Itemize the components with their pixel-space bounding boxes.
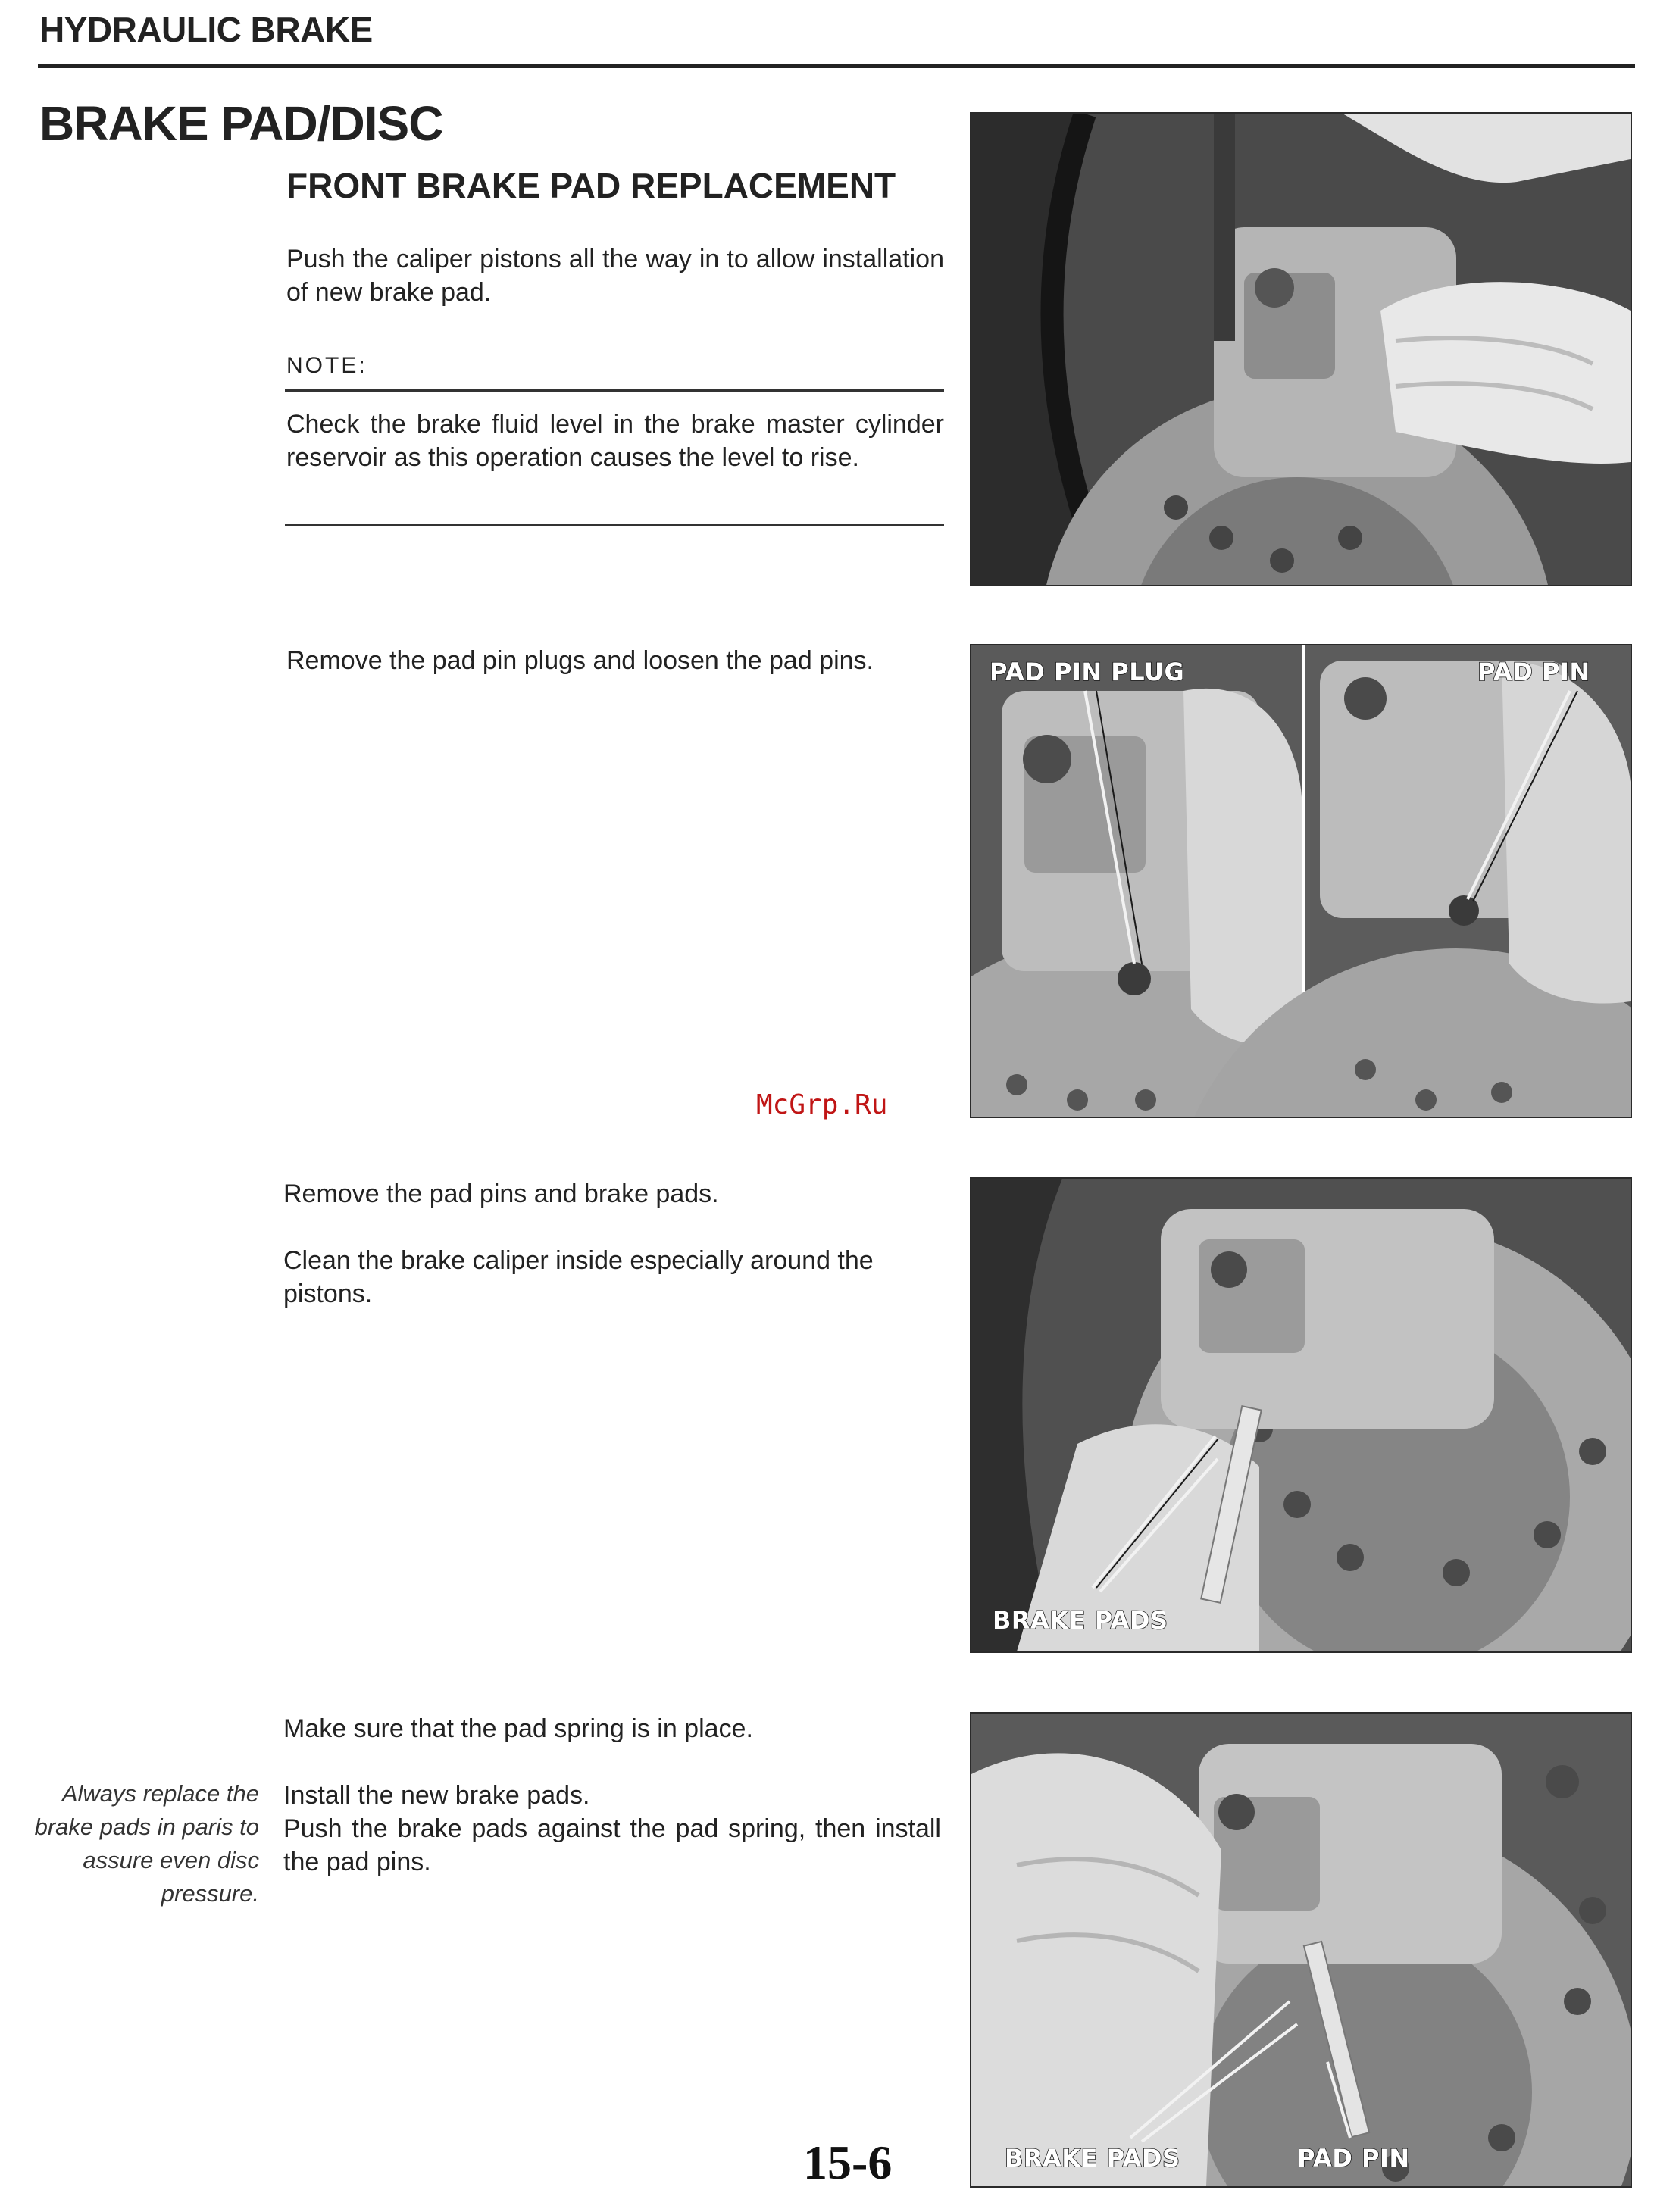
page-number: 15-6 (803, 2135, 893, 2189)
side-note: Always replace the brake pads in paris to assure even disc pressure. (34, 1780, 259, 1907)
photo-install-pads (970, 1712, 1632, 2188)
step-4-text-c: Push the brake pads against the pad spring, then install the pad pins. (283, 1814, 941, 1876)
note-bottom-rule (285, 524, 944, 526)
photo-push-pistons (970, 112, 1632, 586)
note-text: Check the brake fluid level in the brake master cylinder reservoir as this operation causes the level to rise. (286, 410, 944, 472)
page-title: BRAKE PAD/DISC (39, 96, 443, 151)
step-4-text-a: Make sure that the pad spring is in place. (283, 1714, 753, 1743)
procedure-title: FRONT BRAKE PAD REPLACEMENT (286, 166, 896, 205)
watermark: McGrp.Ru (756, 1089, 888, 1120)
step-3-text-a: Remove the pad pins and brake pads. (283, 1179, 719, 1208)
step-2-text: Remove the pad pin plugs and loosen the pad pins. (286, 646, 874, 675)
photo-remove-pads (970, 1177, 1632, 1653)
label-pad-pin-plug: PAD PIN PLUG (990, 658, 1185, 686)
photo-pad-pins (970, 644, 1632, 1118)
step-3-text-b: Clean the brake caliper inside especially around the pistons. (283, 1246, 874, 1308)
label-pad-pin: PAD PIN (1477, 658, 1590, 686)
step-1-text: Push the caliper pistons all the way in to allow installation of new brake pad. (286, 245, 944, 307)
label-pad-pin-install: PAD PIN (1297, 2144, 1410, 2173)
label-brake-pads-install: BRAKE PADS (1005, 2144, 1180, 2173)
section-header: HYDRAULIC BRAKE (39, 10, 373, 49)
label-brake-pads: BRAKE PADS (993, 1606, 1168, 1635)
header-rule (38, 64, 1635, 68)
step-4-text-b: Install the new brake pads. (283, 1781, 590, 1810)
note-label: NOTE: (286, 353, 367, 378)
note-top-rule (285, 389, 944, 392)
